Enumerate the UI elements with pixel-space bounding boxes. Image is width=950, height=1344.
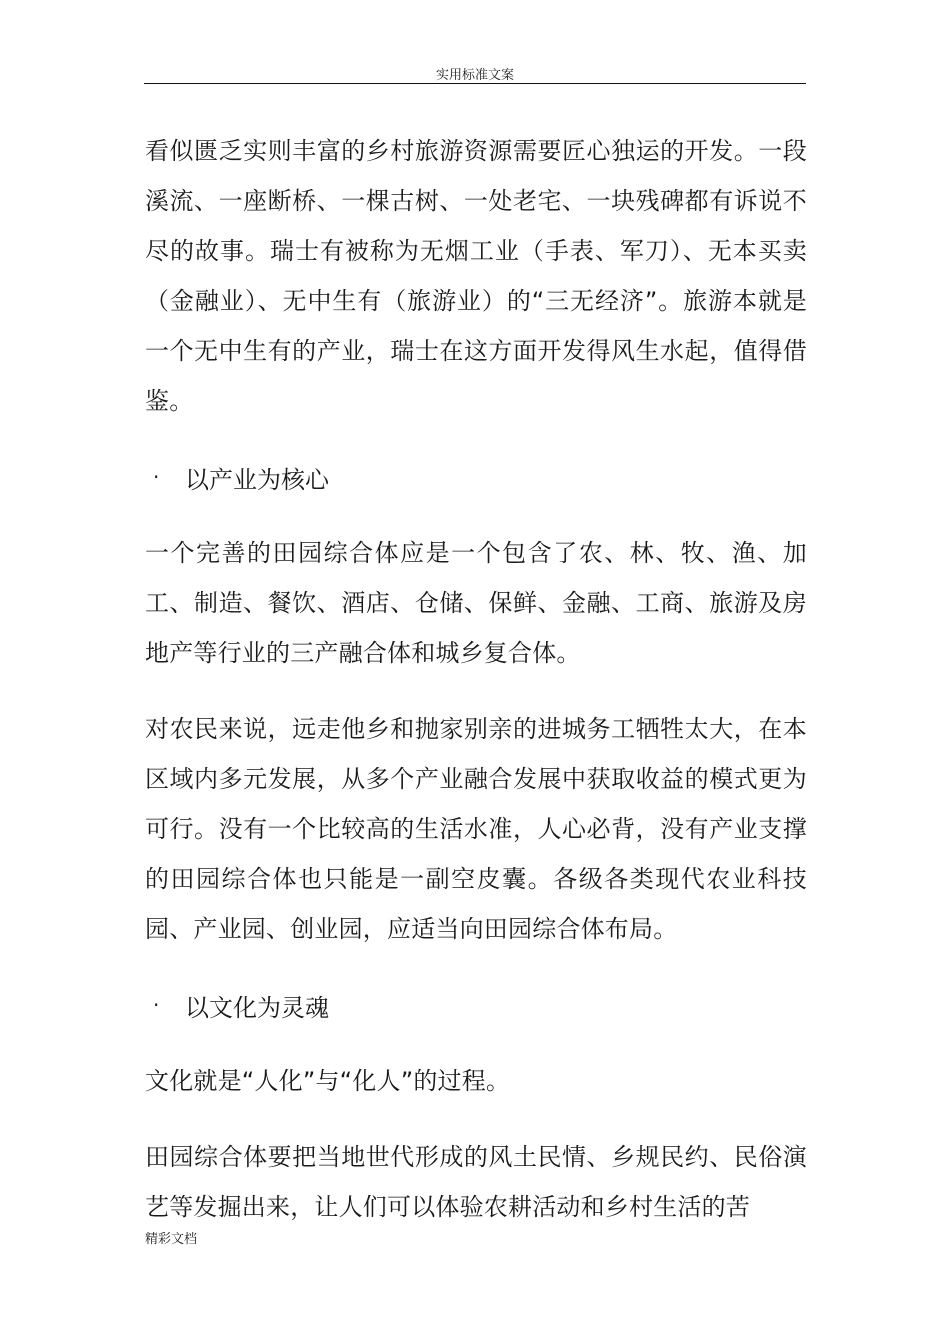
bullet-culture-soul <box>145 980 807 1030</box>
bullet-industry-core <box>145 452 807 502</box>
paragraph-culture-definition: 文化就是“人化”与“化人”的过程。 <box>145 1067 511 1095</box>
paragraph-complex-definition: 一个完善的田园综合体应是一个包含了农、林、牧、渔、加工、制造、餐饮、酒店、仓储、保鲜、金融、工商、旅游及房地产等行业的三产融合体和城乡复合体。 <box>145 539 807 667</box>
bullet-heading: 以文化为灵魂 <box>185 993 329 1022</box>
bullet-marker: · <box>153 465 160 489</box>
page-footer-label: 精彩文档 <box>145 1232 198 1247</box>
document-body <box>145 126 807 1258</box>
paragraph-farmers: 对农民来说，远走他乡和抛家别亲的进城务工牺牲太大，在本区域内多元发展，从多个产业融合发展中获取收益的模式更为可行。没有一个比较高的生活水准，人心必背，没有产业支撑的田园综合体也只能是一副空皮囊。各级各类现代农业科技园、产业园、创业园，应适当向田园综合体布局。 <box>145 715 807 943</box>
bullet-marker: · <box>153 993 160 1017</box>
paragraph-local-customs: 田园综合体要把当地世代形成的风土民情、乡规民约、民俗演艺等发掘出来，让人们可以体验农耕活动和乡村生活的苦 <box>145 1143 807 1221</box>
paragraph-rural-tourism: 看似匮乏实则丰富的乡村旅游资源需要匠心独运的开发。一段溪流、一座断桥、一棵古树、一处老宅、一块残碑都有诉说不尽的故事。瑞士有被称为无烟工业（手表、军刀）、无本买卖（金融业）、无中生有（旅游业）的“三无经济”。旅游本就是一个无中生有的产业，瑞士在这方面开发得风生水起，值得借鉴。 <box>145 137 807 415</box>
header-divider <box>144 83 806 84</box>
bullet-heading: 以产业为核心 <box>185 465 329 494</box>
page-header-title: 实用标准文案 <box>435 68 514 83</box>
